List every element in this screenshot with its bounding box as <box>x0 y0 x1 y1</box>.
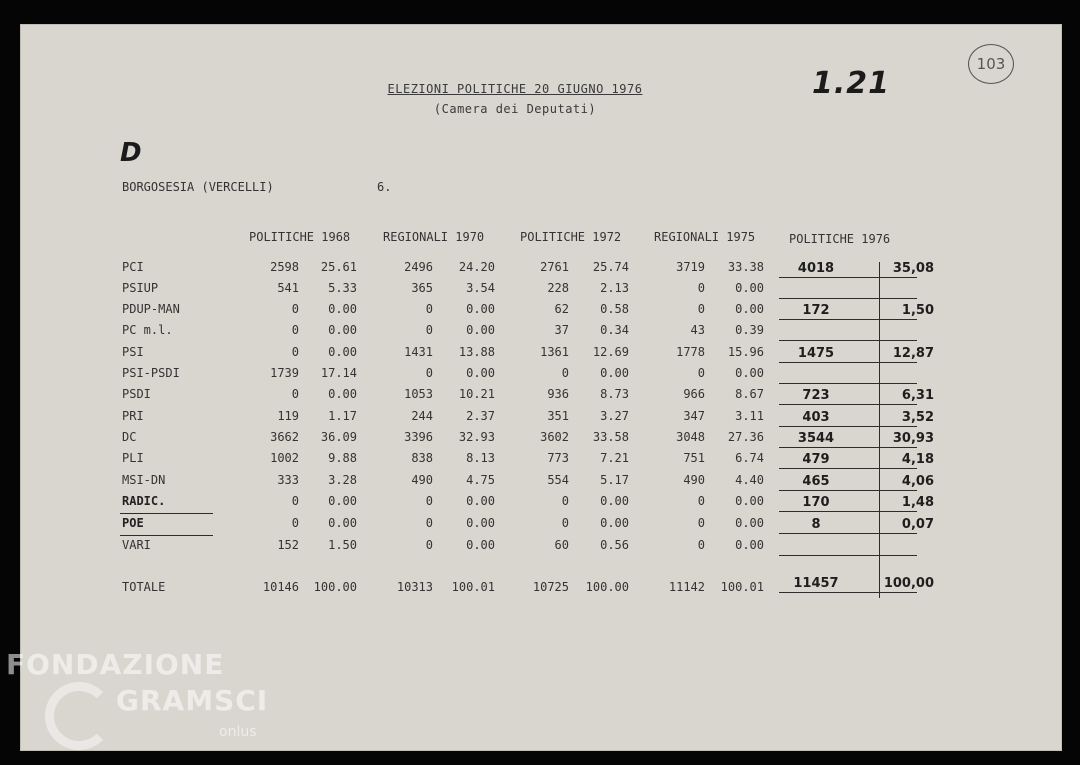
hw-votes-1976: 4018 <box>797 261 835 276</box>
cell-p72: 0.34 <box>600 323 629 337</box>
cell-p72: 0.58 <box>600 302 629 316</box>
cell-v75: 0 <box>697 538 705 552</box>
cell-p75: 0.00 <box>735 538 764 552</box>
cell-v68: 119 <box>277 409 299 423</box>
row-line-1976 <box>779 362 917 363</box>
row-line-1976 <box>779 490 917 491</box>
cell-v75: 0 <box>697 366 705 380</box>
column-divider <box>879 262 880 598</box>
cell-p72: 25.74 <box>592 260 629 274</box>
cell-v72: 62 <box>554 302 569 316</box>
cell-v72: 554 <box>547 473 569 487</box>
cell-p72: 100.00 <box>585 580 629 594</box>
cell-v68: 0 <box>291 516 299 530</box>
cell-p68: 1.50 <box>328 538 357 552</box>
cell-p68: 0.00 <box>328 345 357 359</box>
cell-p68: 0.00 <box>328 387 357 401</box>
cell-v70: 0 <box>425 302 433 316</box>
header-politiche-1976: POLITICHE 1976 <box>789 232 891 246</box>
cell-p70: 3.54 <box>466 281 495 295</box>
cell-p70: 10.21 <box>458 387 495 401</box>
header-regionali-1975: REGIONALI 1975 <box>654 230 756 244</box>
party-name: PDUP-MAN <box>122 302 180 316</box>
cell-v75: 0 <box>697 516 705 530</box>
hw-percent-1976: 3,52 <box>901 410 934 425</box>
cell-v70: 244 <box>411 409 433 423</box>
page-mark: 1.21 <box>812 66 891 101</box>
cell-p75: 15.96 <box>727 345 764 359</box>
cell-v70: 0 <box>425 516 433 530</box>
cell-v72: 1361 <box>540 345 569 359</box>
cell-p75: 27.36 <box>727 430 764 444</box>
cell-p68: 100.00 <box>313 580 357 594</box>
party-name: VARI <box>122 538 151 552</box>
cell-p68: 0.00 <box>328 302 357 316</box>
municipality-number: 6. <box>377 180 392 194</box>
cell-v68: 0 <box>291 323 299 337</box>
row-line-1976 <box>779 468 917 469</box>
hw-votes-1976: 479 <box>802 452 830 467</box>
watermark-line2: GRAMSCI <box>116 684 269 717</box>
cell-v70: 3396 <box>404 430 433 444</box>
cell-p70: 0.00 <box>466 516 495 530</box>
cell-v75: 966 <box>683 387 705 401</box>
circled-number: 103 <box>968 44 1014 84</box>
cell-p72: 7.21 <box>600 451 629 465</box>
row-line-1976 <box>779 533 917 534</box>
cell-v72: 936 <box>547 387 569 401</box>
party-name: PSI-PSDI <box>122 366 180 380</box>
cell-v72: 228 <box>547 281 569 295</box>
cell-p72: 0.00 <box>600 366 629 380</box>
cell-p68: 9.88 <box>328 451 357 465</box>
cell-p70: 32.93 <box>458 430 495 444</box>
hw-votes-1976: 465 <box>802 474 830 489</box>
cell-v70: 1053 <box>404 387 433 401</box>
cell-v68: 1002 <box>270 451 299 465</box>
cell-v75: 347 <box>683 409 705 423</box>
row-line-1976 <box>779 383 917 384</box>
watermark-line3: onlus <box>219 724 257 740</box>
row-line-1976 <box>779 277 917 278</box>
cell-v75: 3048 <box>676 430 705 444</box>
party-name: PSI <box>122 345 144 359</box>
hw-percent-1976: 100,00 <box>883 576 934 591</box>
cell-p75: 0.00 <box>735 366 764 380</box>
cell-v72: 37 <box>554 323 569 337</box>
hw-percent-1976: 6,31 <box>901 388 934 403</box>
cell-v68: 10146 <box>262 580 299 594</box>
cell-v75: 3719 <box>676 260 705 274</box>
cell-p75: 0.39 <box>735 323 764 337</box>
cell-v68: 0 <box>291 494 299 508</box>
cell-p75: 0.00 <box>735 516 764 530</box>
cell-p70: 0.00 <box>466 494 495 508</box>
section-letter: D <box>120 138 142 168</box>
document-subtitle: (Camera dei Deputati) <box>433 102 597 116</box>
cell-p68: 5.33 <box>328 281 357 295</box>
cell-v70: 0 <box>425 323 433 337</box>
cell-p68: 3.28 <box>328 473 357 487</box>
row-line-1976 <box>779 592 917 593</box>
cell-p75: 0.00 <box>735 494 764 508</box>
hw-percent-1976: 35,08 <box>892 261 934 276</box>
hw-percent-1976: 0,07 <box>901 517 934 532</box>
hw-votes-1976: 11457 <box>793 576 839 591</box>
cell-v75: 1778 <box>676 345 705 359</box>
cell-v68: 0 <box>291 302 299 316</box>
hw-percent-1976: 4,06 <box>901 474 934 489</box>
watermark-line1: FONDAZIONE <box>6 648 225 681</box>
party-name: DC <box>122 430 137 444</box>
cell-p70: 0.00 <box>466 538 495 552</box>
cell-p68: 0.00 <box>328 494 357 508</box>
cell-p72: 0.00 <box>600 516 629 530</box>
cell-v70: 2496 <box>404 260 433 274</box>
cell-v75: 751 <box>683 451 705 465</box>
cell-p75: 8.67 <box>735 387 764 401</box>
cell-p72: 0.00 <box>600 494 629 508</box>
cell-v68: 1739 <box>270 366 299 380</box>
cell-p70: 13.88 <box>458 345 495 359</box>
cell-p72: 8.73 <box>600 387 629 401</box>
municipality-name: BORGOSESIA (VERCELLI) <box>122 180 274 194</box>
header-politiche-1972: POLITICHE 1972 <box>520 230 622 244</box>
cell-v68: 0 <box>291 345 299 359</box>
cell-v72: 2761 <box>540 260 569 274</box>
party-name: PRI <box>122 409 144 423</box>
cell-v72: 0 <box>561 516 569 530</box>
party-name: PLI <box>122 451 144 465</box>
cell-v70: 838 <box>411 451 433 465</box>
cell-v72: 0 <box>561 366 569 380</box>
cell-v70: 0 <box>425 538 433 552</box>
hw-percent-1976: 1,48 <box>901 495 934 510</box>
cell-v70: 1431 <box>404 345 433 359</box>
row-line-1976 <box>779 447 917 448</box>
cell-p75: 0.00 <box>735 302 764 316</box>
party-underline <box>120 513 213 514</box>
cell-p70: 0.00 <box>466 323 495 337</box>
cell-v72: 773 <box>547 451 569 465</box>
cell-v68: 0 <box>291 387 299 401</box>
row-line-1976 <box>779 426 917 427</box>
hw-votes-1976: 170 <box>802 495 830 510</box>
cell-v75: 0 <box>697 302 705 316</box>
party-underline <box>120 535 213 536</box>
hw-percent-1976: 12,87 <box>892 346 934 361</box>
cell-p72: 33.58 <box>592 430 629 444</box>
cell-p75: 33.38 <box>727 260 764 274</box>
cell-v70: 490 <box>411 473 433 487</box>
party-name: RADIC. <box>122 494 166 508</box>
header-politiche-1968: POLITICHE 1968 <box>249 230 351 244</box>
hw-votes-1976: 172 <box>802 303 830 318</box>
cell-p70: 0.00 <box>466 302 495 316</box>
cell-p68: 25.61 <box>320 260 357 274</box>
cell-v68: 2598 <box>270 260 299 274</box>
cell-v72: 10725 <box>532 580 569 594</box>
cell-v72: 60 <box>554 538 569 552</box>
cell-v68: 333 <box>277 473 299 487</box>
cell-p75: 0.00 <box>735 281 764 295</box>
header-regionali-1970: REGIONALI 1970 <box>383 230 485 244</box>
cell-p68: 0.00 <box>328 516 357 530</box>
cell-p75: 4.40 <box>735 473 764 487</box>
cell-p70: 100.01 <box>451 580 495 594</box>
cell-v68: 3662 <box>270 430 299 444</box>
cell-p70: 4.75 <box>466 473 495 487</box>
hw-votes-1976: 723 <box>802 388 830 403</box>
cell-p72: 5.17 <box>600 473 629 487</box>
party-name: PC m.l. <box>122 323 173 337</box>
cell-p70: 0.00 <box>466 366 495 380</box>
cell-p72: 0.56 <box>600 538 629 552</box>
gramsci-logo-g <box>45 682 113 750</box>
row-line-1976 <box>779 555 917 556</box>
cell-p68: 36.09 <box>320 430 357 444</box>
cell-p75: 6.74 <box>735 451 764 465</box>
document-title: ELEZIONI POLITICHE 20 GIUGNO 1976 <box>387 82 643 96</box>
cell-p70: 2.37 <box>466 409 495 423</box>
cell-v75: 490 <box>683 473 705 487</box>
party-name: PCI <box>122 260 144 274</box>
cell-v75: 0 <box>697 281 705 295</box>
row-line-1976 <box>779 404 917 405</box>
hw-votes-1976: 8 <box>811 517 821 532</box>
party-name: PSIUP <box>122 281 159 295</box>
party-name: POE <box>122 516 144 530</box>
cell-p75: 100.01 <box>720 580 764 594</box>
cell-v70: 365 <box>411 281 433 295</box>
cell-p70: 8.13 <box>466 451 495 465</box>
cell-v75: 0 <box>697 494 705 508</box>
row-line-1976 <box>779 511 917 512</box>
cell-v70: 0 <box>425 366 433 380</box>
hw-votes-1976: 403 <box>802 410 830 425</box>
cell-p72: 2.13 <box>600 281 629 295</box>
cell-v75: 11142 <box>668 580 705 594</box>
hw-percent-1976: 1,50 <box>901 303 934 318</box>
cell-p72: 3.27 <box>600 409 629 423</box>
row-line-1976 <box>779 340 917 341</box>
hw-percent-1976: 30,93 <box>892 431 934 446</box>
cell-p72: 12.69 <box>592 345 629 359</box>
cell-p68: 17.14 <box>320 366 357 380</box>
cell-v72: 0 <box>561 494 569 508</box>
cell-p70: 24.20 <box>458 260 495 274</box>
cell-v75: 43 <box>690 323 705 337</box>
party-name: PSDI <box>122 387 151 401</box>
cell-v68: 541 <box>277 281 299 295</box>
cell-v70: 10313 <box>396 580 433 594</box>
cell-v72: 3602 <box>540 430 569 444</box>
row-line-1976 <box>779 319 917 320</box>
party-name: TOTALE <box>122 580 166 594</box>
hw-votes-1976: 1475 <box>797 346 835 361</box>
cell-p75: 3.11 <box>735 409 764 423</box>
cell-v72: 351 <box>547 409 569 423</box>
party-name: MSI-DN <box>122 473 166 487</box>
cell-p68: 1.17 <box>328 409 357 423</box>
cell-v68: 152 <box>277 538 299 552</box>
hw-percent-1976: 4,18 <box>901 452 934 467</box>
cell-v70: 0 <box>425 494 433 508</box>
hw-votes-1976: 3544 <box>797 431 835 446</box>
cell-p68: 0.00 <box>328 323 357 337</box>
row-line-1976 <box>779 298 917 299</box>
